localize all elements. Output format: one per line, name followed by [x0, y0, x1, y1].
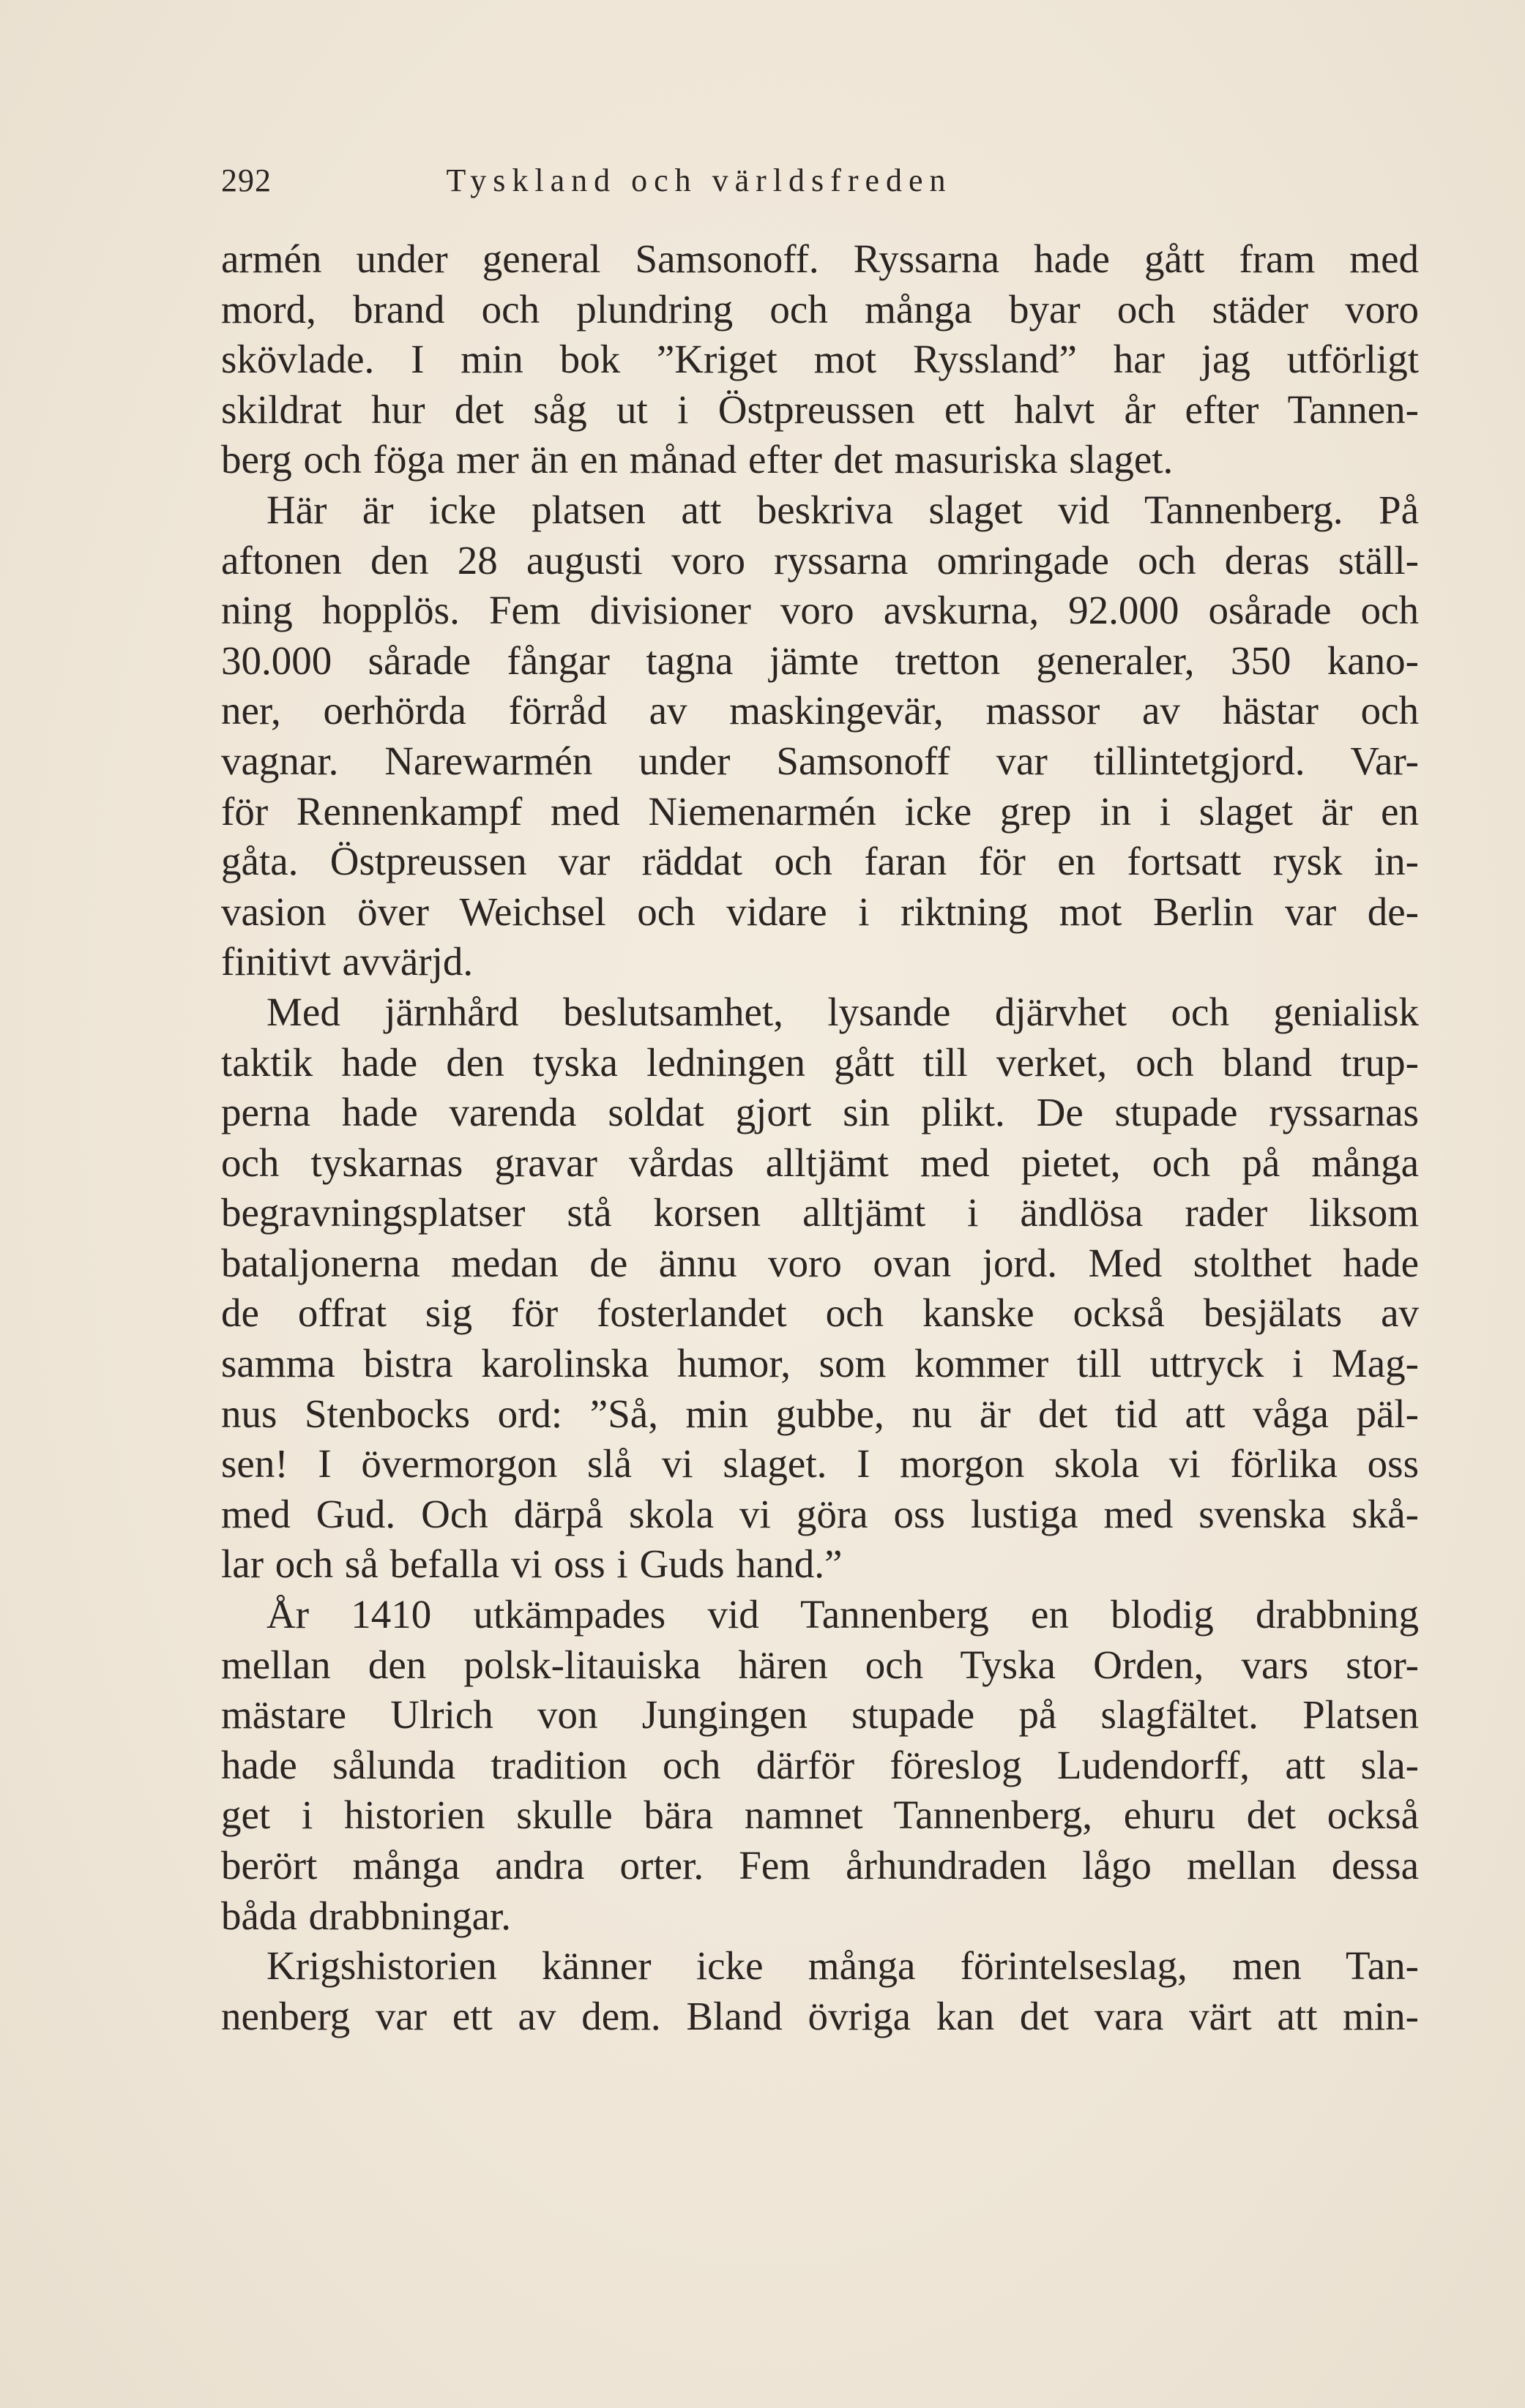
text-line: get i historien skulle bära namnet Tannenberg, ehuru det också — [221, 1792, 1419, 1838]
text-line: hade sålunda tradition och därför föreslog Ludendorff, att sla- — [221, 1742, 1419, 1787]
text-line: taktik hade den tyska ledningen gått till verket, och bland trup- — [221, 1039, 1419, 1085]
text-line: sen! I övermorgon slå vi slaget. I morgon skola vi förlika oss — [221, 1441, 1419, 1487]
text-line: berg och föga mer än en månad efter det masuriska slaget. — [221, 437, 1174, 482]
text-line: nenberg var ett av dem. Bland övriga kan det vara värt att min- — [221, 1993, 1419, 2038]
text-line: Med järnhård beslutsamhet, lysande djärvhet och genialisk — [266, 989, 1419, 1034]
text-line: samma bistra karolinska humor, som kommer till uttryck i Mag- — [221, 1341, 1419, 1386]
page-number: 292 — [221, 162, 272, 198]
page-header — [221, 155, 1126, 206]
text-line: skövlade. I min bok ”Kriget mot Ryssland” har jag utförligt — [221, 337, 1419, 382]
text-line: begravningsplatser stå korsen alltjämt i ändlösa rader liksom — [221, 1190, 1419, 1235]
text-line: aftonen den 28 augusti voro ryssarna omringade och deras ställ- — [221, 537, 1419, 583]
text-line: Här är icke platsen att beskriva slaget vid Tannenberg. På — [266, 487, 1419, 532]
running-title: Tyskland och världsfreden — [446, 162, 952, 198]
text-line: berört många andra orter. Fem århundraden lågo mellan dessa — [221, 1843, 1419, 1888]
text-line: ning hopplös. Fem divisioner voro avskurna, 92.000 osårade och — [221, 588, 1419, 633]
text-line: de offrat sig för fosterlandet och kanske också besjälats av — [221, 1290, 1419, 1336]
body-text — [221, 234, 1419, 2041]
text-line: armén under general Samsonoff. Ryssarna hade gått fram med — [221, 236, 1419, 281]
text-line: finitivt avvärjd. — [221, 939, 474, 984]
text-line: nus Stenbocks ord: ”Så, min gubbe, nu är det tid att våga päl- — [221, 1391, 1419, 1436]
text-line: vasion över Weichsel och vidare i riktning mot Berlin var de- — [221, 889, 1419, 934]
text-line: 30.000 sårade fångar tagna jämte tretton generaler, 350 kano- — [221, 637, 1419, 683]
text-line: och tyskarnas gravar vårdas alltjämt med pietet, och på många — [221, 1140, 1419, 1185]
text-line: skildrat hur det såg ut i Östpreussen ett halvt år efter Tannen- — [221, 386, 1419, 432]
text-line: perna hade varenda soldat gjort sin plikt. De stupade ryssarnas — [221, 1090, 1419, 1135]
text-line: med Gud. Och därpå skola vi göra oss lustiga med svenska skå- — [221, 1491, 1419, 1536]
text-line: Krigshistorien känner icke många förintelseslag, men Tan- — [266, 1943, 1419, 1989]
text-line: gåta. Östpreussen var räddat och faran för en fortsatt rysk in- — [221, 839, 1419, 884]
text-line: båda drabbningar. — [221, 1893, 512, 1938]
text-line: ner, oerhörda förråd av maskingevär, massor av hästar och — [221, 688, 1419, 733]
text-line: för Rennenkampf med Niemenarmén icke grep in i slaget är en — [221, 788, 1419, 834]
text-line: mellan den polsk-litauiska hären och Tyska Orden, vars stor- — [221, 1642, 1419, 1687]
text-line: vagnar. Narewarmén under Samsonoff var tillintetgjord. Var- — [221, 738, 1419, 783]
text-line: År 1410 utkämpades vid Tannenberg en blodig drabbning — [266, 1592, 1419, 1637]
text-line: mästare Ulrich von Jungingen stupade på slagfältet. Platsen — [221, 1692, 1419, 1738]
text-line: bataljonerna medan de ännu voro ovan jord. Med stolthet hade — [221, 1240, 1419, 1285]
text-line: lar och så befalla vi oss i Guds hand.” — [221, 1541, 843, 1587]
text-line: mord, brand och plundring och många byar och städer voro — [221, 286, 1419, 332]
